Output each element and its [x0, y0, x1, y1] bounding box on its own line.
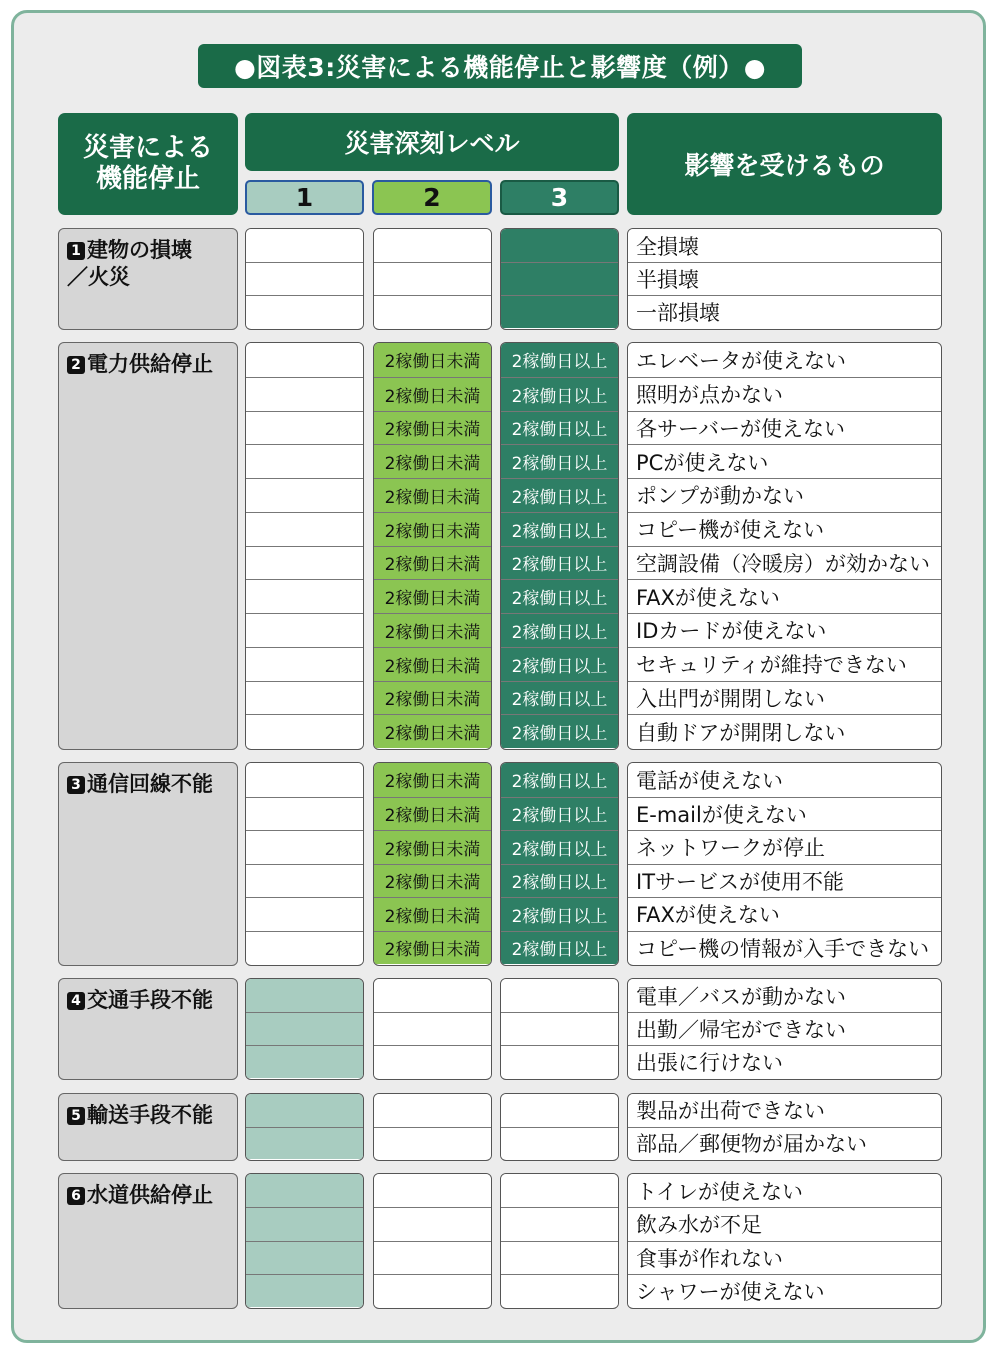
affected-item: FAXが使えない	[628, 897, 941, 931]
level-3-cell: 2稼働日以上	[501, 681, 618, 715]
category-6	[58, 1173, 238, 1309]
category-number-badge: 6	[67, 1187, 85, 1205]
level-2-cell: 2稼働日未満	[374, 579, 491, 613]
level-3-cell	[501, 1094, 618, 1127]
affected-item: 各サーバーが使えない	[628, 411, 941, 445]
level-1-cell	[246, 830, 363, 864]
level-1-cell	[246, 647, 363, 681]
affected-item: IDカードが使えない	[628, 613, 941, 647]
level-1-cell	[246, 377, 363, 411]
category-label: 水道供給停止	[87, 1183, 213, 1207]
level-1-cell	[246, 979, 363, 1012]
level-2-cell: 2稼働日未満	[374, 797, 491, 831]
level-3-cell: 2稼働日以上	[501, 763, 618, 797]
level-3-cell	[501, 262, 618, 295]
level-3-column-3	[500, 762, 619, 966]
category-number-badge: 4	[67, 992, 85, 1010]
affected-item: 全損壊	[628, 229, 941, 262]
header-severity-level: 災害深刻レベル	[245, 113, 619, 171]
affected-item: 電話が使えない	[628, 763, 941, 797]
affected-item: ITサービスが使用不能	[628, 864, 941, 898]
level-2-cell: 2稼働日未満	[374, 897, 491, 931]
level-2-cell: 2稼働日未満	[374, 763, 491, 797]
affected-item: ポンプが動かない	[628, 478, 941, 512]
affected-item: 製品が出荷できない	[628, 1094, 941, 1127]
level-1-cell	[246, 295, 363, 328]
level-1-column-4	[245, 978, 364, 1080]
level-1-cell	[246, 1045, 363, 1078]
affected-item: コピー機が使えない	[628, 512, 941, 546]
level-3-cell: 2稼働日以上	[501, 377, 618, 411]
level-1-cell	[246, 579, 363, 613]
level-1-cell	[246, 1241, 363, 1274]
category-label: 電力供給停止	[87, 352, 213, 376]
affected-item: 一部損壊	[628, 295, 941, 328]
level-2-cell	[374, 1241, 491, 1274]
affected-item: セキュリティが維持できない	[628, 647, 941, 681]
level-1-cell	[246, 1127, 363, 1160]
level-2-cell: 2稼働日未満	[374, 377, 491, 411]
level-3-cell: 2稼働日以上	[501, 830, 618, 864]
level-1-cell	[246, 681, 363, 715]
level-3-cell: 2稼働日以上	[501, 714, 618, 748]
affected-item: 空調設備（冷暖房）が効かない	[628, 546, 941, 580]
level-3-cell: 2稼働日以上	[501, 546, 618, 580]
level-2-cell	[374, 1274, 491, 1307]
affected-item: 入出門が開閉しない	[628, 681, 941, 715]
level-1-cell	[246, 1274, 363, 1307]
affected-item: PCが使えない	[628, 444, 941, 478]
level-1-cell	[246, 864, 363, 898]
level-2-cell: 2稼働日未満	[374, 478, 491, 512]
level-3-cell	[501, 1127, 618, 1160]
level-2-column-1	[373, 228, 492, 330]
level-1-cell	[246, 343, 363, 377]
affected-item: FAXが使えない	[628, 579, 941, 613]
level-1-cell	[246, 714, 363, 748]
level-2-cell: 2稼働日未満	[374, 931, 491, 965]
category-5	[58, 1093, 238, 1161]
level-2-cell	[374, 1207, 491, 1240]
affected-item: 出張に行けない	[628, 1045, 941, 1078]
level-2-cell: 2稼働日未満	[374, 411, 491, 445]
category-4	[58, 978, 238, 1080]
level-3-cell	[501, 1045, 618, 1078]
category-label: 交通手段不能	[87, 988, 213, 1012]
level-3-cell: 2稼働日以上	[501, 931, 618, 965]
affected-item: コピー機の情報が入手できない	[628, 931, 941, 965]
level-1-column-1	[245, 228, 364, 330]
category-label: 建物の損壊 ／火災	[67, 238, 192, 289]
level-1-cell	[246, 763, 363, 797]
level-3-cell	[501, 229, 618, 262]
level-2-column-5	[373, 1093, 492, 1161]
category-label: 通信回線不能	[87, 772, 213, 796]
level-3-cell: 2稼働日以上	[501, 647, 618, 681]
affected-item: トイレが使えない	[628, 1174, 941, 1207]
level-2-cell: 2稼働日未満	[374, 512, 491, 546]
affected-column-3	[627, 762, 942, 966]
level-3-cell: 2稼働日以上	[501, 864, 618, 898]
affected-column-5	[627, 1093, 942, 1161]
level-1-column-6	[245, 1173, 364, 1309]
level-3-cell	[501, 979, 618, 1012]
category-number-badge: 5	[67, 1107, 85, 1125]
level-2-header: 2	[372, 180, 492, 215]
level-2-column-4	[373, 978, 492, 1080]
level-3-cell: 2稼働日以上	[501, 512, 618, 546]
figure-title: ●図表3:災害による機能停止と影響度（例）●	[198, 44, 802, 88]
level-3-cell: 2稼働日以上	[501, 444, 618, 478]
affected-item: 自動ドアが開閉しない	[628, 714, 941, 748]
level-2-cell: 2稼働日未満	[374, 444, 491, 478]
affected-item: シャワーが使えない	[628, 1274, 941, 1307]
level-1-cell	[246, 897, 363, 931]
level-3-cell	[501, 1012, 618, 1045]
header-disaster-function-stop	[58, 113, 238, 215]
affected-item: エレベータが使えない	[628, 343, 941, 377]
header-affected-items: 影響を受けるもの	[627, 113, 942, 215]
level-1-cell	[246, 797, 363, 831]
affected-item: 照明が点かない	[628, 377, 941, 411]
level-2-cell	[374, 1174, 491, 1207]
affected-item: 部品／郵便物が届かない	[628, 1127, 941, 1160]
level-2-column-6	[373, 1173, 492, 1309]
affected-column-4	[627, 978, 942, 1080]
category-label: 輸送手段不能	[87, 1103, 213, 1127]
level-3-cell	[501, 1274, 618, 1307]
level-2-cell: 2稼働日未満	[374, 830, 491, 864]
category-3	[58, 762, 238, 966]
level-2-cell: 2稼働日未満	[374, 864, 491, 898]
level-3-column-2	[500, 342, 619, 750]
category-2	[58, 342, 238, 750]
level-1-cell	[246, 411, 363, 445]
affected-item: E-mailが使えない	[628, 797, 941, 831]
level-1-cell	[246, 262, 363, 295]
affected-item: 出勤／帰宅ができない	[628, 1012, 941, 1045]
level-1-cell	[246, 1094, 363, 1127]
level-3-cell: 2稼働日以上	[501, 579, 618, 613]
level-1-column-5	[245, 1093, 364, 1161]
affected-item: 半損壊	[628, 262, 941, 295]
level-2-cell: 2稼働日未満	[374, 681, 491, 715]
level-1-header: 1	[245, 180, 364, 215]
level-2-cell: 2稼働日未満	[374, 714, 491, 748]
level-2-cell	[374, 1127, 491, 1160]
level-3-cell	[501, 1174, 618, 1207]
level-1-cell	[246, 1174, 363, 1207]
level-2-cell	[374, 979, 491, 1012]
affected-item: 食事が作れない	[628, 1241, 941, 1274]
category-number-badge: 1	[67, 242, 85, 260]
level-3-cell: 2稼働日以上	[501, 897, 618, 931]
level-3-column-6	[500, 1173, 619, 1309]
affected-column-6	[627, 1173, 942, 1309]
level-1-cell	[246, 546, 363, 580]
level-2-cell	[374, 262, 491, 295]
level-1-cell	[246, 478, 363, 512]
level-3-column-4	[500, 978, 619, 1080]
category-number-badge: 3	[67, 776, 85, 794]
level-3-cell: 2稼働日以上	[501, 797, 618, 831]
category-number-badge: 2	[67, 356, 85, 374]
level-3-cell: 2稼働日以上	[501, 613, 618, 647]
affected-column-1	[627, 228, 942, 330]
level-2-cell	[374, 229, 491, 262]
level-3-cell	[501, 1207, 618, 1240]
level-2-cell: 2稼働日未満	[374, 647, 491, 681]
level-3-cell	[501, 1241, 618, 1274]
level-2-cell: 2稼働日未満	[374, 613, 491, 647]
level-1-cell	[246, 512, 363, 546]
level-2-column-2	[373, 342, 492, 750]
category-1	[58, 228, 238, 330]
header-disaster-function-stop-label: 災害による 機能停止	[82, 133, 213, 194]
level-1-cell	[246, 1012, 363, 1045]
level-2-cell	[374, 1094, 491, 1127]
level-1-cell	[246, 444, 363, 478]
level-1-cell	[246, 1207, 363, 1240]
level-2-cell	[374, 1045, 491, 1078]
affected-column-2	[627, 342, 942, 750]
level-3-cell: 2稼働日以上	[501, 478, 618, 512]
level-3-cell	[501, 295, 618, 328]
level-1-column-2	[245, 342, 364, 750]
affected-item: 電車／バスが動かない	[628, 979, 941, 1012]
affected-item: ネットワークが停止	[628, 830, 941, 864]
level-2-column-3	[373, 762, 492, 966]
level-2-cell	[374, 1012, 491, 1045]
level-1-cell	[246, 229, 363, 262]
level-3-column-5	[500, 1093, 619, 1161]
level-3-column-1	[500, 228, 619, 330]
level-3-cell: 2稼働日以上	[501, 411, 618, 445]
level-2-cell: 2稼働日未満	[374, 343, 491, 377]
level-2-cell	[374, 295, 491, 328]
level-2-cell: 2稼働日未満	[374, 546, 491, 580]
level-1-cell	[246, 613, 363, 647]
level-3-cell: 2稼働日以上	[501, 343, 618, 377]
level-3-header: 3	[500, 180, 619, 215]
affected-item: 飲み水が不足	[628, 1207, 941, 1240]
level-1-cell	[246, 931, 363, 965]
level-1-column-3	[245, 762, 364, 966]
